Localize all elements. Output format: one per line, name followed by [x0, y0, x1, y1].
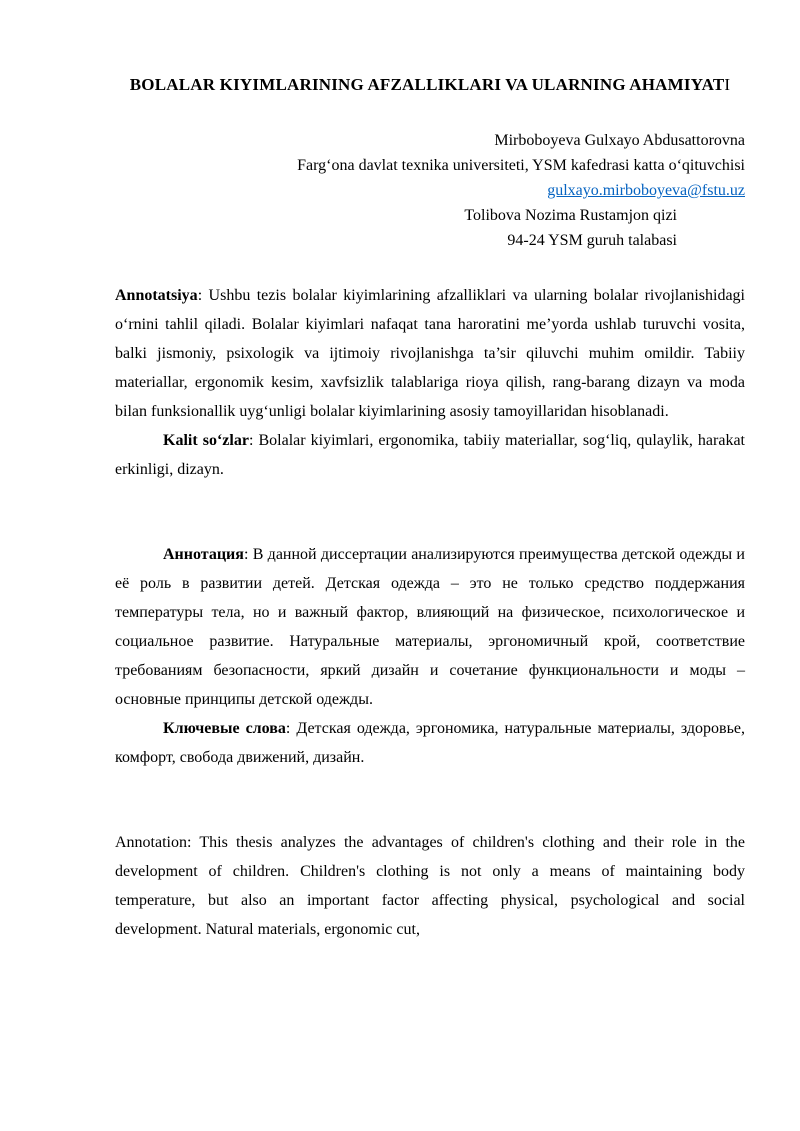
keywords-uz-paragraph — [115, 426, 745, 484]
document-title — [115, 70, 745, 100]
email-link[interactable]: gulxayo.mirboboyeva@fstu.uz — [547, 182, 745, 199]
title-main: BOLALAR KIYIMLARINING AFZALLIKLARI VA ULARNING AHAMIYAT — [129, 75, 725, 94]
student-group: 94-24 YSM guruh talabasi — [507, 232, 677, 249]
title-tail: I — [724, 75, 731, 94]
author-affiliation: Farg‘ona davlat texnika universiteti, YSM kafedrasi katta o‘qituvchisi — [297, 157, 745, 174]
annotation-ru-paragraph — [115, 540, 745, 714]
keywords-uz-body: : Bolalar kiyimlari, ergonomika, tabiiy materiallar, sog‘liq, qulaylik, harakat erkinligi, dizayn. — [115, 432, 745, 478]
author-email-line — [115, 178, 745, 203]
keywords-ru-body: : Детская одежда, эргономика, натуральные материалы, здоровье, комфорт, свобода движений, дизайн. — [115, 720, 745, 766]
annotatsiya-uz-body: : Ushbu tezis bolalar kiyimlarining afzalliklari va ularning bolalar rivojlanishidagi o‘rnini tahlil qiladi. Bolalar kiyimlari nafaqat tana haroratini me’yorda ushlab turuvchi vosita, balki jismoniy, psixologik va ijtimoiy rivojlanishga ta’sir qiluvchi muhim omildir. Tabiiy materiallar, ergonomik kesim, xavfsizlik talablariga rioya qilish, rang-barang dizayn va moda bilan funksionallik uyg‘unligi bolalar kiyimlarining asosiy tamoyillaridan hisoblanadi. — [115, 287, 745, 420]
author-block — [115, 128, 745, 253]
author-name: Mirboboyeva Gulxayo Abdusattorovna — [494, 132, 745, 149]
keywords-ru-lead: Ключевые слова — [163, 720, 286, 737]
student-name: Tolibova Nozima Rustamjon qizi — [464, 207, 677, 224]
annotation-ru-body: : В данной диссертации анализируются преимущества детской одежды и её роль в развитии детей. Детская одежда – это не только средство поддержания температуры тела, но и важный фактор, влияющий на физическое, психологическое и социальное развитие. Натуральные материалы, эргономичный крой, соответствие требованиям безопасности, яркий дизайн и сочетание функциональности и моды – основные принципы детской одежды. — [115, 546, 745, 708]
keywords-ru-paragraph — [115, 714, 745, 772]
annotation-en-paragraph: Annotation: This thesis analyzes the advantages of children's clothing and their role in the development of children. Children's clothing is not only a means of maintaining body temperature, but also an important factor affecting physical, psychological and social development. Natural materials, ergonomic cut, — [115, 834, 745, 938]
annotatsiya-uz-lead: Annotatsiya — [115, 287, 198, 304]
annotatsiya-uz-paragraph — [115, 281, 745, 426]
keywords-uz-lead: Kalit so‘zlar — [163, 432, 249, 449]
annotation-ru-lead: Аннотация — [163, 546, 244, 563]
